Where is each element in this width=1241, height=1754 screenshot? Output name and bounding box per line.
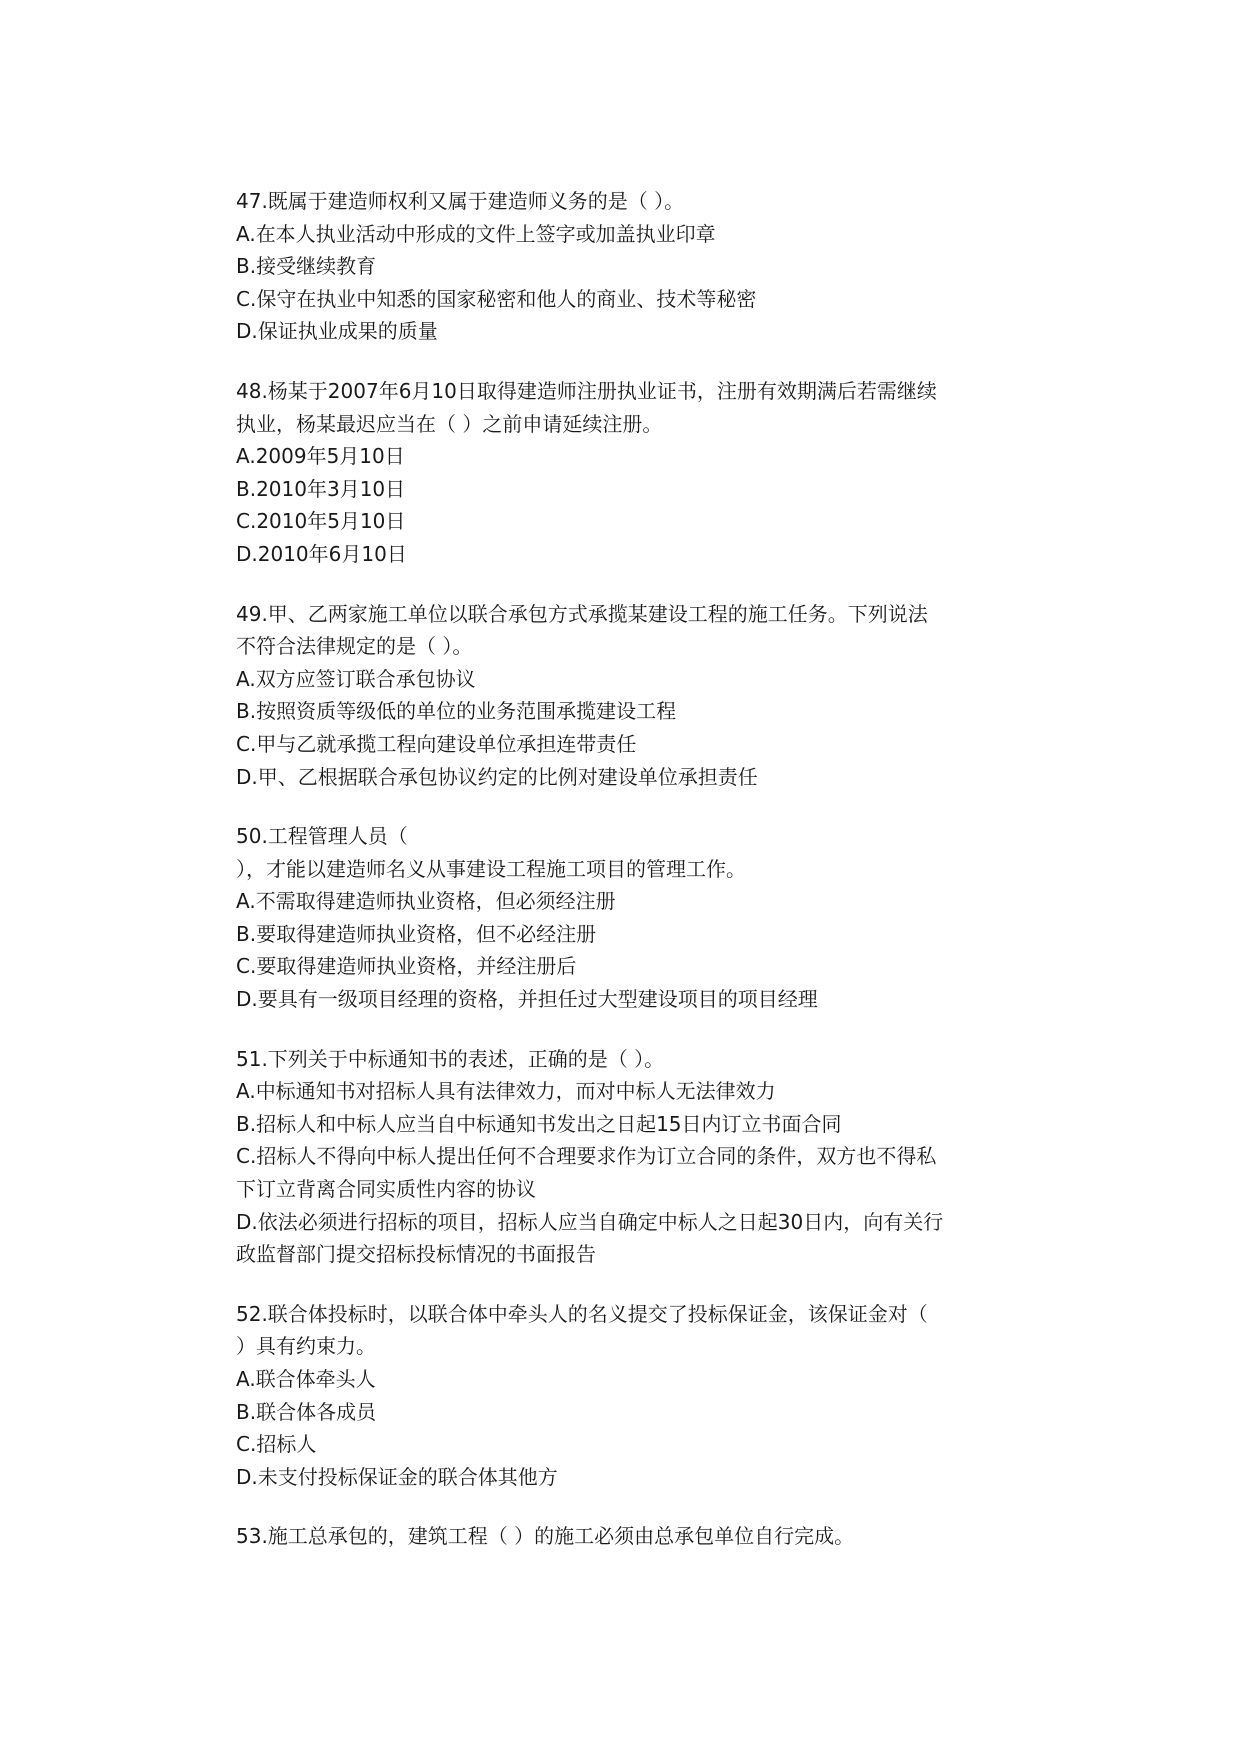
option-c-continued: 下订立背离合同实质性内容的协议 <box>236 1177 536 1202</box>
document-page <box>236 185 1016 1580</box>
question-47 <box>236 185 1016 348</box>
option-d: D.要具有一级项目经理的资格，并担任过大型建设项目的项目经理 <box>236 987 818 1012</box>
question-stem-continued: ）具有约束力。 <box>236 1334 376 1359</box>
option-a: A.2009年5月10日 <box>236 444 405 469</box>
question-stem: 49.甲、乙两家施工单位以联合承包方式承揽某建设工程的施工任务。下列说法 <box>236 601 928 626</box>
question-stem: 53.施工总承包的，建筑工程（ ）的施工必须由总承包单位自行完成。 <box>236 1524 855 1549</box>
question-stem-continued: ），才能以建造师名义从事建设工程施工项目的管理工作。 <box>236 856 746 881</box>
option-b: B.要取得建造师执业资格，但不必经注册 <box>236 921 597 946</box>
question-stem: 47.既属于建造师权利又属于建造师义务的是（ ）。 <box>236 189 685 213</box>
question-53 <box>236 1520 1016 1553</box>
option-b: B.招标人和中标人应当自中标通知书发出之日起15日内订立书面合同 <box>236 1111 842 1136</box>
option-a: A.双方应签订联合承包协议 <box>236 666 476 691</box>
question-48 <box>236 375 1016 571</box>
option-d: D.依法必须进行招标的项目，招标人应当自确定中标人之日起30日内，向有关行 <box>236 1209 944 1234</box>
option-c: C.保守在执业中知悉的国家秘密和他人的商业、技术等秘密 <box>236 286 757 311</box>
option-c: C.招标人 <box>236 1432 317 1457</box>
question-stem: 51.下列关于中标通知书的表述，正确的是（ ）。 <box>236 1046 665 1071</box>
option-d-continued: 政监督部门提交招标投标情况的书面报告 <box>236 1242 596 1267</box>
question-52 <box>236 1298 1016 1494</box>
option-b: B.按照资质等级低的单位的业务范围承揽建设工程 <box>236 699 677 724</box>
option-d: D.保证执业成果的质量 <box>236 319 438 344</box>
option-c: C.招标人不得向中标人提出任何不合理要求作为订立合同的条件，双方也不得私 <box>236 1144 937 1169</box>
question-stem: 50.工程管理人员（ <box>236 824 408 849</box>
question-stem: 48.杨某于2007年6月10日取得建造师注册执业证书，注册有效期满后若需继续 <box>236 378 937 403</box>
question-51 <box>236 1043 1016 1271</box>
option-c: C.甲与乙就承揽工程向建设单位承担连带责任 <box>236 731 637 756</box>
question-stem: 52.联合体投标时，以联合体中牵头人的名义提交了投标保证金，该保证金对（ <box>236 1301 928 1326</box>
question-49 <box>236 598 1016 794</box>
option-a: A.联合体牵头人 <box>236 1367 376 1391</box>
option-a: A.中标通知书对招标人具有法律效力，而对中标人无法律效力 <box>236 1079 776 1104</box>
option-b: B.接受继续教育 <box>236 254 377 279</box>
question-50 <box>236 820 1016 1016</box>
option-a: A.在本人执业活动中形成的文件上签字或加盖执业印章 <box>236 221 716 246</box>
question-stem-continued: 不符合法律规定的是（ ）。 <box>236 634 473 659</box>
option-c: C.要取得建造师执业资格，并经注册后 <box>236 954 577 979</box>
option-d: D.甲、乙根据联合承包协议约定的比例对建设单位承担责任 <box>236 764 758 789</box>
option-d: D.2010年6月10日 <box>236 541 407 566</box>
option-c: C.2010年5月10日 <box>236 509 406 534</box>
option-a: A.不需取得建造师执业资格，但必须经注册 <box>236 889 616 914</box>
option-b: B.2010年3月10日 <box>236 476 406 501</box>
option-d: D.未支付投标保证金的联合体其他方 <box>236 1464 558 1489</box>
question-stem-continued: 执业，杨某最迟应当在（ ）之前申请延续注册。 <box>236 411 663 436</box>
option-b: B.联合体各成员 <box>236 1399 377 1424</box>
